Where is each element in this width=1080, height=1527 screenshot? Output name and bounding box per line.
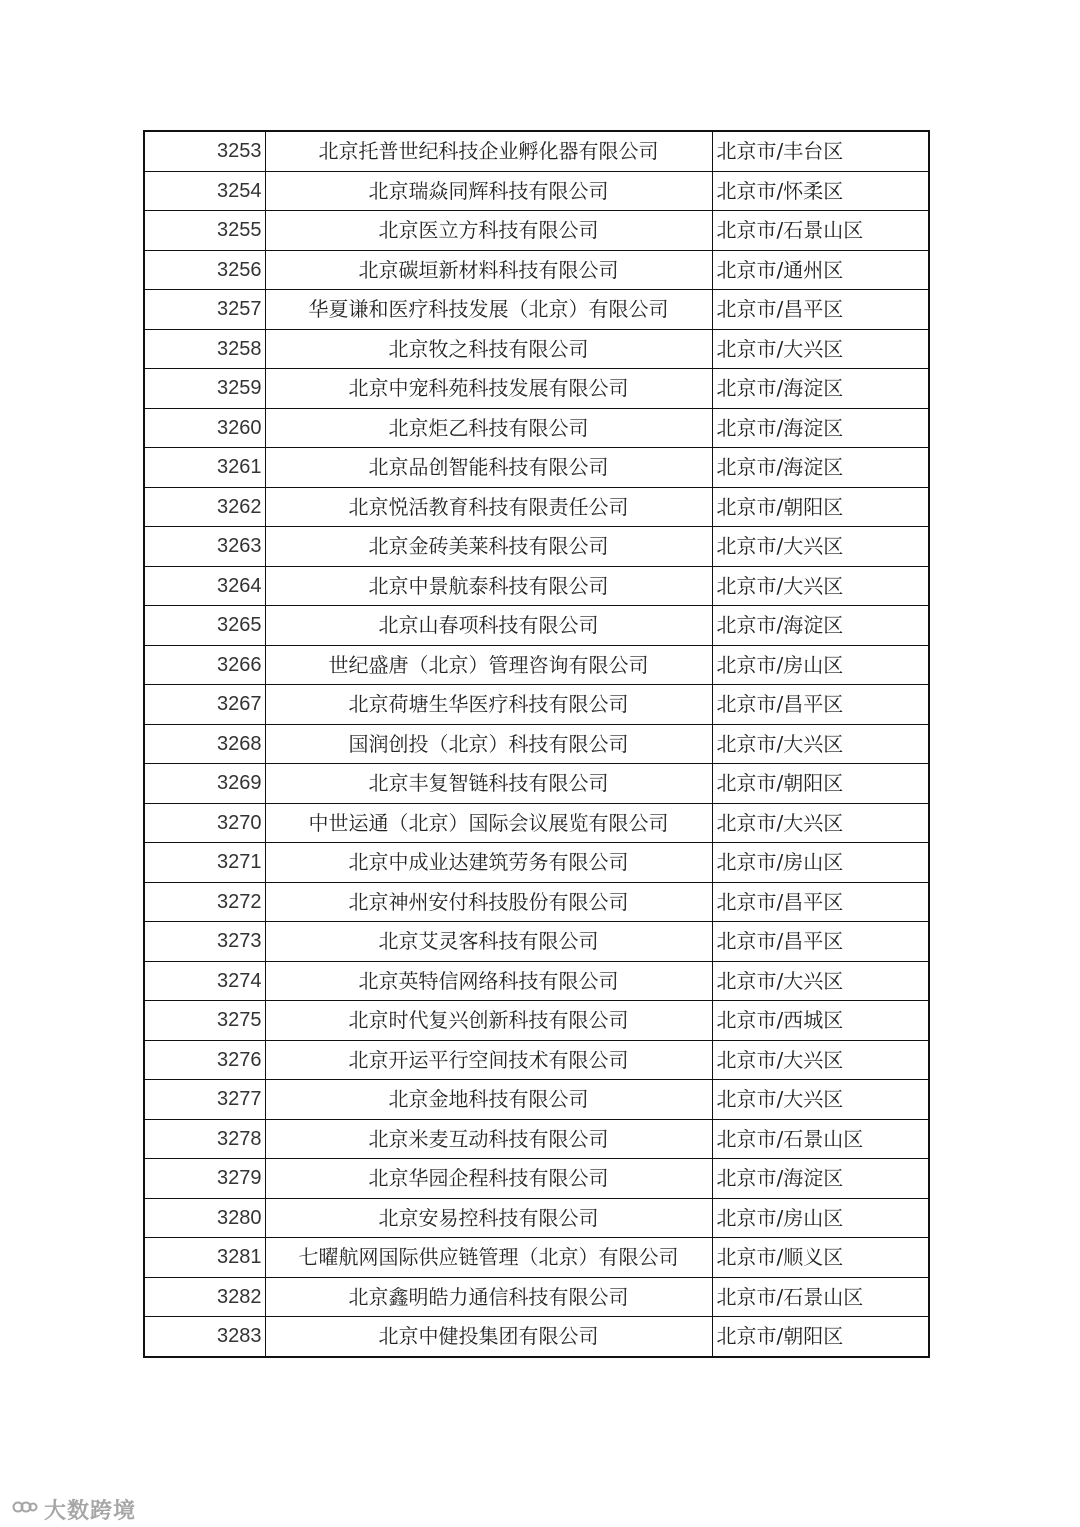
company-name: 北京鑫明皓力通信科技有限公司 (265, 1277, 712, 1317)
region-cell: 北京市/怀柔区 (712, 171, 929, 211)
row-number: 3274 (144, 961, 265, 1001)
row-number: 3264 (144, 566, 265, 606)
region-cell: 北京市/大兴区 (712, 1080, 929, 1120)
row-number: 3266 (144, 645, 265, 685)
table-row (144, 764, 929, 804)
row-number: 3283 (144, 1317, 265, 1357)
row-number: 3279 (144, 1159, 265, 1199)
row-number: 3280 (144, 1198, 265, 1238)
table-row (144, 803, 929, 843)
company-name: 北京金地科技有限公司 (265, 1080, 712, 1120)
region-cell: 北京市/房山区 (712, 1198, 929, 1238)
row-number: 3256 (144, 250, 265, 290)
company-name: 中世运通（北京）国际会议展览有限公司 (265, 803, 712, 843)
company-name: 北京山春项科技有限公司 (265, 606, 712, 646)
row-number: 3270 (144, 803, 265, 843)
table-row (144, 171, 929, 211)
row-number: 3265 (144, 606, 265, 646)
company-name: 北京瑞焱同辉科技有限公司 (265, 171, 712, 211)
table-row (144, 1277, 929, 1317)
region-cell: 北京市/房山区 (712, 843, 929, 883)
company-name: 北京中健投集团有限公司 (265, 1317, 712, 1357)
row-number: 3273 (144, 922, 265, 962)
region-cell: 北京市/昌平区 (712, 882, 929, 922)
table-row (144, 566, 929, 606)
table-row (144, 1040, 929, 1080)
table-row (144, 448, 929, 488)
company-name: 北京金砖美莱科技有限公司 (265, 527, 712, 567)
company-name: 北京英特信网络科技有限公司 (265, 961, 712, 1001)
region-cell: 北京市/海淀区 (712, 408, 929, 448)
company-list-table (143, 130, 930, 1358)
region-cell: 北京市/海淀区 (712, 1159, 929, 1199)
company-name: 北京医立方科技有限公司 (265, 211, 712, 251)
table-row (144, 922, 929, 962)
company-name: 华夏谦和医疗科技发展（北京）有限公司 (265, 290, 712, 330)
table-row (144, 250, 929, 290)
row-number: 3261 (144, 448, 265, 488)
row-number: 3263 (144, 527, 265, 567)
row-number: 3255 (144, 211, 265, 251)
region-cell: 北京市/朝阳区 (712, 487, 929, 527)
table-row (144, 487, 929, 527)
company-name: 北京中景航泰科技有限公司 (265, 566, 712, 606)
table-row (144, 1001, 929, 1041)
table-row (144, 882, 929, 922)
region-cell: 北京市/大兴区 (712, 1040, 929, 1080)
table-row (144, 843, 929, 883)
row-number: 3262 (144, 487, 265, 527)
company-name: 北京炬乙科技有限公司 (265, 408, 712, 448)
company-name: 北京中成业达建筑劳务有限公司 (265, 843, 712, 883)
region-cell: 北京市/大兴区 (712, 329, 929, 369)
region-cell: 北京市/西城区 (712, 1001, 929, 1041)
row-number: 3257 (144, 290, 265, 330)
company-name: 北京品创智能科技有限公司 (265, 448, 712, 488)
row-number: 3254 (144, 171, 265, 211)
table-row (144, 329, 929, 369)
row-number: 3267 (144, 685, 265, 725)
table-row (144, 961, 929, 1001)
region-cell: 北京市/大兴区 (712, 566, 929, 606)
table-row (144, 1159, 929, 1199)
row-number: 3276 (144, 1040, 265, 1080)
company-name: 北京时代复兴创新科技有限公司 (265, 1001, 712, 1041)
row-number: 3282 (144, 1277, 265, 1317)
region-cell: 北京市/通州区 (712, 250, 929, 290)
company-name: 北京中宠科苑科技发展有限公司 (265, 369, 712, 409)
row-number: 3268 (144, 724, 265, 764)
region-cell: 北京市/丰台区 (712, 131, 929, 171)
table-row (144, 290, 929, 330)
region-cell: 北京市/房山区 (712, 645, 929, 685)
region-cell: 北京市/昌平区 (712, 290, 929, 330)
table-row (144, 685, 929, 725)
company-name: 北京碳垣新材料科技有限公司 (265, 250, 712, 290)
region-cell: 北京市/石景山区 (712, 1119, 929, 1159)
company-name: 世纪盛唐（北京）管理咨询有限公司 (265, 645, 712, 685)
region-cell: 北京市/大兴区 (712, 724, 929, 764)
company-name: 北京神州安付科技股份有限公司 (265, 882, 712, 922)
table-row (144, 1119, 929, 1159)
company-name: 北京安易控科技有限公司 (265, 1198, 712, 1238)
row-number: 3271 (144, 843, 265, 883)
row-number: 3259 (144, 369, 265, 409)
company-list-body (144, 131, 929, 1357)
table-row (144, 1317, 929, 1357)
region-cell: 北京市/朝阳区 (712, 1317, 929, 1357)
region-cell: 北京市/朝阳区 (712, 764, 929, 804)
company-name: 北京荷塘生华医疗科技有限公司 (265, 685, 712, 725)
table-row (144, 131, 929, 171)
company-name: 北京华园企程科技有限公司 (265, 1159, 712, 1199)
table-row (144, 369, 929, 409)
row-number: 3275 (144, 1001, 265, 1041)
table-row (144, 1080, 929, 1120)
company-name: 北京托普世纪科技企业孵化器有限公司 (265, 131, 712, 171)
row-number: 3269 (144, 764, 265, 804)
row-number: 3258 (144, 329, 265, 369)
table-row (144, 645, 929, 685)
row-number: 3253 (144, 131, 265, 171)
row-number: 3278 (144, 1119, 265, 1159)
region-cell: 北京市/石景山区 (712, 1277, 929, 1317)
region-cell: 北京市/大兴区 (712, 527, 929, 567)
region-cell: 北京市/海淀区 (712, 369, 929, 409)
region-cell: 北京市/石景山区 (712, 211, 929, 251)
region-cell: 北京市/昌平区 (712, 922, 929, 962)
company-name: 七曜航网国际供应链管理（北京）有限公司 (265, 1238, 712, 1278)
company-name: 北京丰复智链科技有限公司 (265, 764, 712, 804)
row-number: 3277 (144, 1080, 265, 1120)
table-row (144, 527, 929, 567)
table-row (144, 211, 929, 251)
watermark-text: 大数跨境 (44, 1498, 137, 1524)
company-name: 北京牧之科技有限公司 (265, 329, 712, 369)
region-cell: 北京市/大兴区 (712, 803, 929, 843)
row-number: 3260 (144, 408, 265, 448)
company-name: 北京米麦互动科技有限公司 (265, 1119, 712, 1159)
table-row (144, 606, 929, 646)
table-row (144, 1238, 929, 1278)
region-cell: 北京市/顺义区 (712, 1238, 929, 1278)
table-row (144, 724, 929, 764)
table-row (144, 1198, 929, 1238)
region-cell: 北京市/海淀区 (712, 606, 929, 646)
table-row (144, 408, 929, 448)
brand-logo-icon (12, 1496, 38, 1522)
company-name: 北京艾灵客科技有限公司 (265, 922, 712, 962)
row-number: 3281 (144, 1238, 265, 1278)
region-cell: 北京市/昌平区 (712, 685, 929, 725)
company-name: 北京悦活教育科技有限责任公司 (265, 487, 712, 527)
region-cell: 北京市/大兴区 (712, 961, 929, 1001)
watermark (12, 1494, 136, 1524)
company-name: 北京开运平行空间技术有限公司 (265, 1040, 712, 1080)
region-cell: 北京市/海淀区 (712, 448, 929, 488)
row-number: 3272 (144, 882, 265, 922)
company-name: 国润创投（北京）科技有限公司 (265, 724, 712, 764)
